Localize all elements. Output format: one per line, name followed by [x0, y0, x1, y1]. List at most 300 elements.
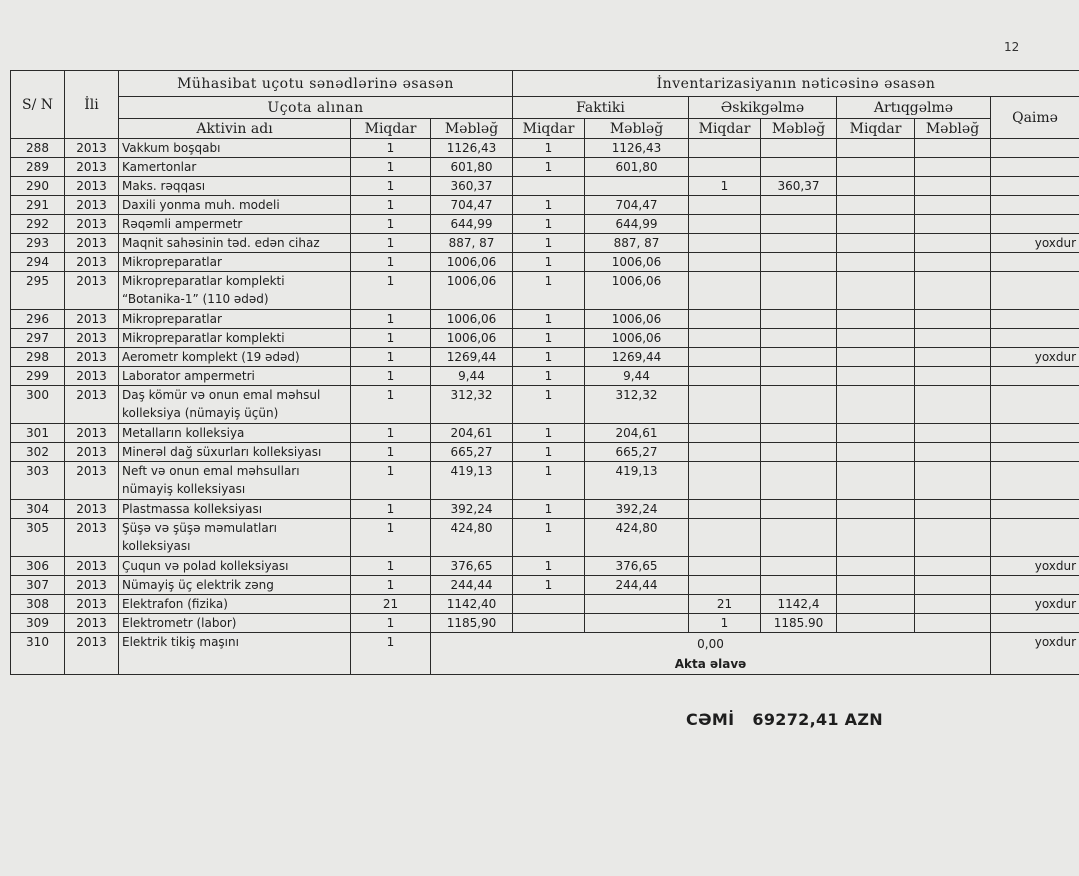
cell-eskik-qty — [689, 158, 761, 177]
cell-artiq-qty — [837, 272, 915, 310]
cell-qty: 1 — [351, 557, 431, 576]
cell-qaime: yoxdur — [991, 633, 1079, 675]
cell-asset-name: Mikropreparatlar komplekti “Botanika-1” (110 ədəd) — [119, 272, 351, 310]
cell-qaime — [991, 500, 1079, 519]
cell-artiq-amount — [915, 443, 991, 462]
cell-amount: 204,61 — [431, 424, 513, 443]
cell-faktiki-amount — [585, 177, 689, 196]
cell-qaime — [991, 177, 1079, 196]
cell-faktiki-amount: 9,44 — [585, 367, 689, 386]
cell-sn: 299 — [11, 367, 65, 386]
cell-artiq-amount — [915, 329, 991, 348]
cell-amount: 1006,06 — [431, 329, 513, 348]
note-text: Akta əlavə — [674, 657, 747, 671]
table-row — [11, 386, 1079, 424]
cell-artiq-amount — [915, 614, 991, 633]
cell-artiq-qty — [837, 500, 915, 519]
cell-eskik-amount — [761, 158, 837, 177]
cell-faktiki-amount: 1006,06 — [585, 329, 689, 348]
cell-sn: 306 — [11, 557, 65, 576]
cell-faktiki-amount: 887, 87 — [585, 234, 689, 253]
header-faktiki-miqdar: Miqdar — [513, 119, 585, 139]
cell-sn: 296 — [11, 310, 65, 329]
cell-qty: 1 — [351, 443, 431, 462]
cell-eskik-qty: 1 — [689, 614, 761, 633]
cell-eskik-amount — [761, 272, 837, 310]
table-row — [11, 139, 1079, 158]
total-label: CƏMİ — [686, 710, 735, 729]
cell-eskik-qty — [689, 253, 761, 272]
header-eskik-mebleg: Məbləğ — [761, 119, 837, 139]
cell-faktiki-amount: 312,32 — [585, 386, 689, 424]
cell-qaime — [991, 576, 1079, 595]
cell-sn: 309 — [11, 614, 65, 633]
cell-asset-name: Neft və onun emal məhsulları nümayiş kolleksiyası — [119, 462, 351, 500]
cell-year: 2013 — [65, 215, 119, 234]
header-accounting-group: Mühasibat uçotu sənədlərinə əsasən — [119, 71, 513, 97]
table-row — [11, 158, 1079, 177]
cell-qaime: yoxdur — [991, 348, 1079, 367]
cell-eskik-amount — [761, 139, 837, 158]
cell-artiq-amount — [915, 424, 991, 443]
cell-artiq-amount — [915, 253, 991, 272]
cell-eskik-qty — [689, 519, 761, 557]
cell-eskik-amount — [761, 500, 837, 519]
cell-artiq-qty — [837, 310, 915, 329]
cell-asset-name: Şüşə və şüşə məmulatları kolleksiyası — [119, 519, 351, 557]
cell-faktiki-amount: 392,24 — [585, 500, 689, 519]
cell-amount: 419,13 — [431, 462, 513, 500]
header-accounting-sub: Uçota alınan — [119, 97, 513, 119]
cell-artiq-qty — [837, 462, 915, 500]
cell-eskik-qty: 1 — [689, 177, 761, 196]
cell-asset-name: Metalların kolleksiya — [119, 424, 351, 443]
cell-asset-name: Maqnit sahəsinin təd. edən cihaz — [119, 234, 351, 253]
cell-qty: 1 — [351, 348, 431, 367]
total-summary — [686, 710, 901, 729]
cell-sn: 300 — [11, 386, 65, 424]
table-row — [11, 177, 1079, 196]
cell-asset-name: Laborator ampermetri — [119, 367, 351, 386]
cell-sn: 310 — [11, 633, 65, 675]
cell-asset-name: Plastmassa kolleksiyası — [119, 500, 351, 519]
cell-asset-name: Maks. rəqqası — [119, 177, 351, 196]
table-row — [11, 367, 1079, 386]
cell-faktiki-qty: 1 — [513, 386, 585, 424]
cell-faktiki-qty: 1 — [513, 557, 585, 576]
cell-qaime — [991, 424, 1079, 443]
inventory-sheet — [10, 70, 1079, 675]
cell-note — [431, 633, 991, 675]
cell-eskik-amount — [761, 557, 837, 576]
cell-artiq-amount — [915, 139, 991, 158]
header-eskikgelme: Əskikgəlmə — [689, 97, 837, 119]
cell-eskik-qty — [689, 424, 761, 443]
cell-sn: 291 — [11, 196, 65, 215]
header-artiqgelme: Artıqgəlmə — [837, 97, 991, 119]
table-row — [11, 215, 1079, 234]
header-year: İli — [65, 71, 119, 139]
cell-faktiki-qty: 1 — [513, 443, 585, 462]
cell-asset-name: Minerəl dağ süxurları kolleksiyası — [119, 443, 351, 462]
cell-amount: 601,80 — [431, 158, 513, 177]
cell-eskik-amount — [761, 462, 837, 500]
cell-eskik-amount — [761, 367, 837, 386]
cell-year: 2013 — [65, 158, 119, 177]
cell-faktiki-qty: 1 — [513, 215, 585, 234]
cell-faktiki-qty: 1 — [513, 158, 585, 177]
cell-asset-name: Daxili yonma muh. modeli — [119, 196, 351, 215]
cell-year: 2013 — [65, 272, 119, 310]
cell-eskik-qty — [689, 443, 761, 462]
cell-artiq-amount — [915, 272, 991, 310]
cell-eskik-qty — [689, 329, 761, 348]
cell-faktiki-qty: 1 — [513, 139, 585, 158]
cell-amount: 1006,06 — [431, 272, 513, 310]
cell-artiq-qty — [837, 329, 915, 348]
cell-sn: 288 — [11, 139, 65, 158]
cell-asset-name: Mikropreparatlar — [119, 253, 351, 272]
header-miqdar: Miqdar — [351, 119, 431, 139]
cell-qaime — [991, 139, 1079, 158]
cell-eskik-amount — [761, 386, 837, 424]
header-sn: S/ N — [11, 71, 65, 139]
cell-year: 2013 — [65, 519, 119, 557]
cell-qty: 1 — [351, 215, 431, 234]
cell-year: 2013 — [65, 253, 119, 272]
cell-qty: 1 — [351, 576, 431, 595]
cell-artiq-qty — [837, 196, 915, 215]
cell-faktiki-qty: 1 — [513, 310, 585, 329]
cell-year: 2013 — [65, 329, 119, 348]
cell-amount: 244,44 — [431, 576, 513, 595]
cell-qaime — [991, 196, 1079, 215]
cell-eskik-amount — [761, 196, 837, 215]
cell-amount: 424,80 — [431, 519, 513, 557]
table-row — [11, 253, 1079, 272]
cell-artiq-qty — [837, 557, 915, 576]
cell-eskik-qty — [689, 272, 761, 310]
cell-faktiki-amount: 419,13 — [585, 462, 689, 500]
cell-year: 2013 — [65, 386, 119, 424]
cell-qaime — [991, 386, 1079, 424]
cell-amount: 312,32 — [431, 386, 513, 424]
cell-qaime — [991, 443, 1079, 462]
cell-eskik-qty — [689, 310, 761, 329]
cell-artiq-qty — [837, 348, 915, 367]
cell-sn: 290 — [11, 177, 65, 196]
cell-sn: 298 — [11, 348, 65, 367]
cell-qaime — [991, 310, 1079, 329]
cell-qty: 1 — [351, 272, 431, 310]
header-qaime: Qaimə — [991, 97, 1079, 139]
table-header — [11, 71, 1079, 139]
cell-eskik-qty — [689, 215, 761, 234]
cell-amount: 1142,40 — [431, 595, 513, 614]
cell-eskik-qty — [689, 462, 761, 500]
table-body — [11, 139, 1079, 633]
cell-faktiki-amount — [585, 595, 689, 614]
cell-qty: 1 — [351, 386, 431, 424]
table-row — [11, 595, 1079, 614]
cell-artiq-amount — [915, 500, 991, 519]
cell-artiq-amount — [915, 576, 991, 595]
table-row-last — [11, 633, 1079, 675]
cell-eskik-qty — [689, 367, 761, 386]
table-row — [11, 576, 1079, 595]
cell-eskik-qty — [689, 500, 761, 519]
page-number: 12 — [1004, 40, 1020, 54]
cell-sn: 297 — [11, 329, 65, 348]
cell-artiq-amount — [915, 386, 991, 424]
cell-qaime: yoxdur — [991, 557, 1079, 576]
cell-sn: 293 — [11, 234, 65, 253]
cell-asset-name: Mikropreparatlar komplekti — [119, 329, 351, 348]
cell-eskik-amount — [761, 329, 837, 348]
header-artiq-miqdar: Miqdar — [837, 119, 915, 139]
cell-qty: 21 — [351, 595, 431, 614]
header-asset-name: Aktivin adı — [119, 119, 351, 139]
cell-qty: 1 — [351, 310, 431, 329]
table-row — [11, 329, 1079, 348]
cell-eskik-qty — [689, 386, 761, 424]
cell-qaime — [991, 253, 1079, 272]
cell-asset-name: Vakkum boşqabı — [119, 139, 351, 158]
cell-sn: 301 — [11, 424, 65, 443]
cell-year: 2013 — [65, 614, 119, 633]
cell-qty: 1 — [351, 519, 431, 557]
cell-artiq-qty — [837, 519, 915, 557]
cell-eskik-qty — [689, 196, 761, 215]
cell-amount: 1185,90 — [431, 614, 513, 633]
cell-year: 2013 — [65, 348, 119, 367]
table-row — [11, 196, 1079, 215]
cell-faktiki-qty: 1 — [513, 272, 585, 310]
cell-artiq-qty — [837, 234, 915, 253]
cell-year: 2013 — [65, 500, 119, 519]
cell-year: 2013 — [65, 576, 119, 595]
cell-amount: 1006,06 — [431, 310, 513, 329]
table-row — [11, 310, 1079, 329]
cell-artiq-amount — [915, 177, 991, 196]
cell-sn: 304 — [11, 500, 65, 519]
cell-asset-name: Nümayiş üç elektrik zəng — [119, 576, 351, 595]
cell-asset-name: Çuqun və polad kolleksiyası — [119, 557, 351, 576]
cell-qty: 1 — [351, 329, 431, 348]
cell-qty: 1 — [351, 462, 431, 500]
cell-faktiki-qty — [513, 614, 585, 633]
cell-year: 2013 — [65, 234, 119, 253]
cell-faktiki-qty — [513, 177, 585, 196]
cell-artiq-qty — [837, 576, 915, 595]
cell-faktiki-qty: 1 — [513, 500, 585, 519]
cell-asset-name: Elektrometr (labor) — [119, 614, 351, 633]
cell-faktiki-qty: 1 — [513, 462, 585, 500]
cell-faktiki-amount: 424,80 — [585, 519, 689, 557]
cell-amount: 376,65 — [431, 557, 513, 576]
cell-sn: 305 — [11, 519, 65, 557]
cell-sn: 289 — [11, 158, 65, 177]
cell-year: 2013 — [65, 139, 119, 158]
cell-qaime — [991, 614, 1079, 633]
header-inventory-group: İnventarizasiyanın nəticəsinə əsasən — [513, 71, 1079, 97]
cell-year: 2013 — [65, 633, 119, 675]
table-row — [11, 348, 1079, 367]
cell-amount: 9,44 — [431, 367, 513, 386]
cell-faktiki-qty: 1 — [513, 329, 585, 348]
header-faktiki: Faktiki — [513, 97, 689, 119]
cell-qty: 1 — [351, 177, 431, 196]
cell-faktiki-amount: 704,47 — [585, 196, 689, 215]
cell-sn: 302 — [11, 443, 65, 462]
cell-eskik-qty — [689, 348, 761, 367]
cell-qty: 1 — [351, 367, 431, 386]
cell-asset-name: Elektrik tikiş maşını — [119, 633, 351, 675]
cell-sn: 294 — [11, 253, 65, 272]
note-value: 0,00 — [697, 637, 724, 651]
cell-artiq-qty — [837, 215, 915, 234]
table-row — [11, 500, 1079, 519]
cell-asset-name: Elektrafon (fizika) — [119, 595, 351, 614]
cell-sn: 295 — [11, 272, 65, 310]
cell-artiq-qty — [837, 386, 915, 424]
cell-qaime: yoxdur — [991, 595, 1079, 614]
cell-eskik-amount — [761, 576, 837, 595]
cell-asset-name: Kamertonlar — [119, 158, 351, 177]
cell-amount: 1006,06 — [431, 253, 513, 272]
table-row — [11, 462, 1079, 500]
total-value: 69272,41 AZN — [752, 710, 883, 729]
cell-artiq-amount — [915, 557, 991, 576]
cell-eskik-amount: 360,37 — [761, 177, 837, 196]
cell-qty: 1 — [351, 424, 431, 443]
cell-faktiki-amount: 1126,43 — [585, 139, 689, 158]
cell-faktiki-qty — [513, 595, 585, 614]
cell-qaime — [991, 519, 1079, 557]
cell-year: 2013 — [65, 443, 119, 462]
cell-amount: 704,47 — [431, 196, 513, 215]
table-row — [11, 424, 1079, 443]
table-row — [11, 519, 1079, 557]
cell-faktiki-amount — [585, 614, 689, 633]
cell-year: 2013 — [65, 196, 119, 215]
cell-eskik-qty — [689, 139, 761, 158]
cell-faktiki-amount: 1006,06 — [585, 310, 689, 329]
cell-faktiki-amount: 601,80 — [585, 158, 689, 177]
cell-asset-name: Rəqəmli ampermetr — [119, 215, 351, 234]
cell-artiq-amount — [915, 348, 991, 367]
cell-artiq-amount — [915, 595, 991, 614]
cell-eskik-amount — [761, 253, 837, 272]
cell-qaime — [991, 272, 1079, 310]
cell-artiq-amount — [915, 196, 991, 215]
cell-faktiki-amount: 665,27 — [585, 443, 689, 462]
cell-year: 2013 — [65, 557, 119, 576]
cell-sn: 307 — [11, 576, 65, 595]
cell-artiq-qty — [837, 424, 915, 443]
cell-asset-name: Mikropreparatlar — [119, 310, 351, 329]
table-last-row-group — [11, 633, 1079, 675]
cell-qty: 1 — [351, 139, 431, 158]
cell-faktiki-qty: 1 — [513, 196, 585, 215]
cell-artiq-amount — [915, 158, 991, 177]
cell-artiq-amount — [915, 234, 991, 253]
cell-artiq-amount — [915, 215, 991, 234]
cell-amount: 644,99 — [431, 215, 513, 234]
cell-year: 2013 — [65, 462, 119, 500]
cell-qty: 1 — [351, 500, 431, 519]
cell-faktiki-qty: 1 — [513, 234, 585, 253]
cell-eskik-amount: 1142,4 — [761, 595, 837, 614]
cell-amount: 392,24 — [431, 500, 513, 519]
cell-faktiki-qty: 1 — [513, 367, 585, 386]
cell-qaime — [991, 367, 1079, 386]
cell-faktiki-amount: 1006,06 — [585, 272, 689, 310]
cell-artiq-qty — [837, 253, 915, 272]
cell-amount: 360,37 — [431, 177, 513, 196]
cell-artiq-amount — [915, 310, 991, 329]
cell-eskik-amount — [761, 310, 837, 329]
cell-faktiki-qty: 1 — [513, 576, 585, 595]
header-artiq-mebleg: Məbləğ — [915, 119, 991, 139]
cell-qty: 1 — [351, 234, 431, 253]
header-eskik-miqdar: Miqdar — [689, 119, 761, 139]
cell-amount: 665,27 — [431, 443, 513, 462]
cell-eskik-amount — [761, 234, 837, 253]
cell-year: 2013 — [65, 177, 119, 196]
cell-sn: 292 — [11, 215, 65, 234]
table-row — [11, 272, 1079, 310]
cell-artiq-qty — [837, 139, 915, 158]
cell-eskik-qty — [689, 234, 761, 253]
cell-faktiki-amount: 376,65 — [585, 557, 689, 576]
cell-eskik-qty: 21 — [689, 595, 761, 614]
cell-qaime — [991, 215, 1079, 234]
cell-artiq-qty — [837, 614, 915, 633]
cell-year: 2013 — [65, 424, 119, 443]
cell-faktiki-qty: 1 — [513, 348, 585, 367]
cell-eskik-amount — [761, 348, 837, 367]
cell-eskik-amount — [761, 443, 837, 462]
header-faktiki-mebleg: Məbləğ — [585, 119, 689, 139]
cell-qty: 1 — [351, 253, 431, 272]
cell-year: 2013 — [65, 310, 119, 329]
cell-faktiki-qty: 1 — [513, 253, 585, 272]
inventory-table — [10, 70, 1079, 675]
cell-artiq-amount — [915, 462, 991, 500]
cell-asset-name: Daş kömür və onun emal məhsul kolleksiya (nümayiş üçün) — [119, 386, 351, 424]
cell-year: 2013 — [65, 595, 119, 614]
table-row — [11, 614, 1079, 633]
cell-artiq-qty — [837, 367, 915, 386]
cell-eskik-qty — [689, 576, 761, 595]
cell-sn: 303 — [11, 462, 65, 500]
table-row — [11, 234, 1079, 253]
table-row — [11, 443, 1079, 462]
cell-artiq-qty — [837, 443, 915, 462]
cell-qaime — [991, 329, 1079, 348]
table-row — [11, 557, 1079, 576]
cell-faktiki-amount: 1006,06 — [585, 253, 689, 272]
cell-amount: 1126,43 — [431, 139, 513, 158]
cell-year: 2013 — [65, 367, 119, 386]
cell-artiq-qty — [837, 595, 915, 614]
cell-artiq-qty — [837, 177, 915, 196]
cell-amount: 887, 87 — [431, 234, 513, 253]
cell-eskik-amount — [761, 519, 837, 557]
cell-qty: 1 — [351, 633, 431, 675]
cell-faktiki-qty: 1 — [513, 424, 585, 443]
